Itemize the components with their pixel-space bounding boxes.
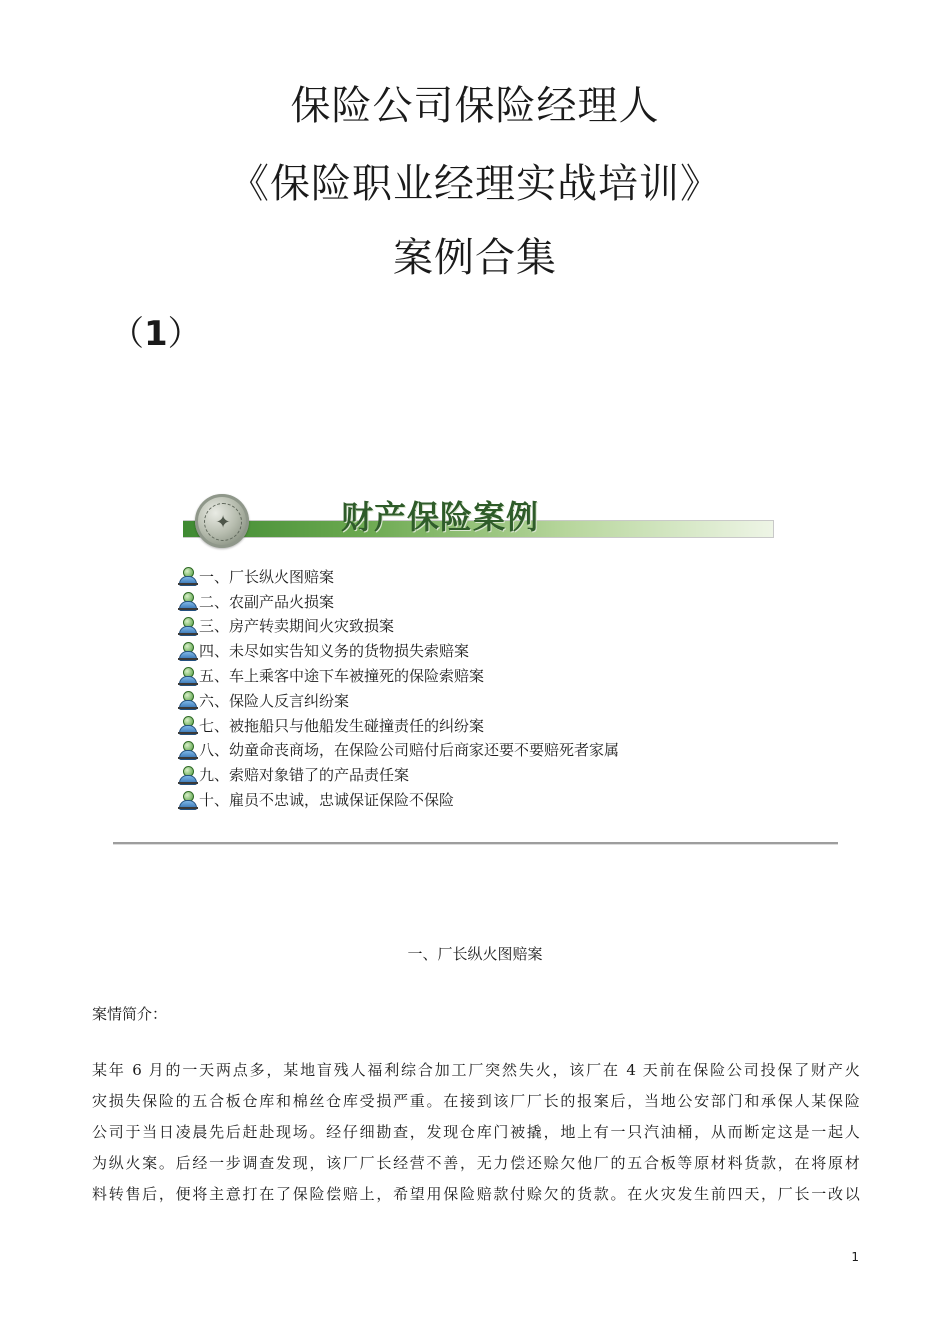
toc-item[interactable] bbox=[178, 688, 619, 713]
document-title-line-3: 案例合集 bbox=[393, 235, 557, 281]
toc-item-label: 六、保险人反言纠纷案 bbox=[199, 691, 350, 710]
case-summary-label: 案情简介： bbox=[92, 1005, 168, 1023]
volume-open-paren: （ bbox=[110, 314, 144, 354]
table-of-contents bbox=[178, 564, 619, 812]
toc-item[interactable] bbox=[178, 762, 619, 787]
paragraph-line: 公司于当日凌晨先后赶赴现场。经仔细勘查，发现仓库门被撬，地上有一只汽油桶，从而断定这是一起人 bbox=[92, 1123, 860, 1141]
toc-item[interactable] bbox=[178, 589, 619, 614]
toc-item[interactable] bbox=[178, 787, 619, 812]
person-bullet-icon bbox=[178, 617, 198, 635]
volume-number bbox=[110, 312, 202, 356]
toc-item[interactable] bbox=[178, 638, 619, 663]
paragraph-line: 灾损失保险的五合板仓库和棉丝仓库受损严重。在接到该厂厂长的报案后，当地公安部门和承保人某保险 bbox=[92, 1092, 860, 1110]
toc-item-label: 一、厂长纵火图赔案 bbox=[199, 567, 335, 586]
toc-item[interactable] bbox=[178, 713, 619, 738]
coin-emblem-icon bbox=[195, 494, 249, 548]
property-insurance-banner bbox=[173, 492, 773, 552]
person-bullet-icon bbox=[178, 716, 198, 734]
toc-item[interactable] bbox=[178, 663, 619, 688]
toc-item[interactable] bbox=[178, 564, 619, 589]
banner-title: 财产保险案例 bbox=[341, 498, 540, 536]
toc-item-label: 四、未尽如实告知义务的货物损失索赔案 bbox=[199, 642, 470, 661]
toc-item-label: 二、农副产品火损案 bbox=[199, 592, 335, 611]
horizontal-divider bbox=[113, 842, 838, 845]
person-bullet-icon bbox=[178, 642, 198, 660]
person-bullet-icon bbox=[178, 766, 198, 784]
volume-number-digit: 1 bbox=[144, 314, 168, 354]
document-title-line-1: 保险公司保险经理人 bbox=[290, 83, 660, 129]
section-heading: 一、厂长纵火图赔案 bbox=[407, 945, 543, 963]
toc-item[interactable] bbox=[178, 614, 619, 639]
person-bullet-icon bbox=[178, 691, 198, 709]
person-bullet-icon bbox=[178, 592, 198, 610]
case-paragraph bbox=[92, 1059, 860, 1214]
volume-close-paren: ） bbox=[167, 314, 202, 354]
paragraph-line: 某年 6 月的一天两点多，某地盲残人福利综合加工厂突然失火，该厂在 4 天前在保险公司投保了财产火 bbox=[92, 1061, 860, 1079]
toc-item-label: 八、幼童命丧商场，在保险公司赔付后商家还要不要赔死者家属 bbox=[199, 741, 620, 760]
toc-item-label: 五、车上乘客中途下车被撞死的保险索赔案 bbox=[199, 667, 485, 686]
toc-item-label: 七、被拖船只与他船发生碰撞责任的纠纷案 bbox=[199, 716, 485, 735]
person-bullet-icon bbox=[178, 567, 198, 585]
document-title-line-2: 《保险职业经理实战培训》 bbox=[229, 161, 721, 207]
coin-eagle-icon: ✦ bbox=[204, 503, 242, 541]
paragraph-line: 料转售后，便将主意打在了保险偿赔上，希望用保险赔款付赊欠的货款。在火灾发生前四天，厂长一改以 bbox=[92, 1185, 860, 1203]
toc-item-label: 九、索赔对象错了的产品责任案 bbox=[199, 766, 410, 785]
page-number: 1 bbox=[851, 1250, 859, 1264]
person-bullet-icon bbox=[178, 741, 198, 759]
toc-item-label: 三、房产转卖期间火灾致损案 bbox=[199, 617, 395, 636]
toc-item[interactable] bbox=[178, 738, 619, 763]
person-bullet-icon bbox=[178, 791, 198, 809]
paragraph-line: 为纵火案。后经一步调查发现，该厂厂长经营不善，无力偿还赊欠他厂的五合板等原材料货款，在将原材 bbox=[92, 1154, 860, 1172]
person-bullet-icon bbox=[178, 667, 198, 685]
toc-item-label: 十、雇员不忠诚，忠诚保证保险不保险 bbox=[199, 791, 455, 810]
